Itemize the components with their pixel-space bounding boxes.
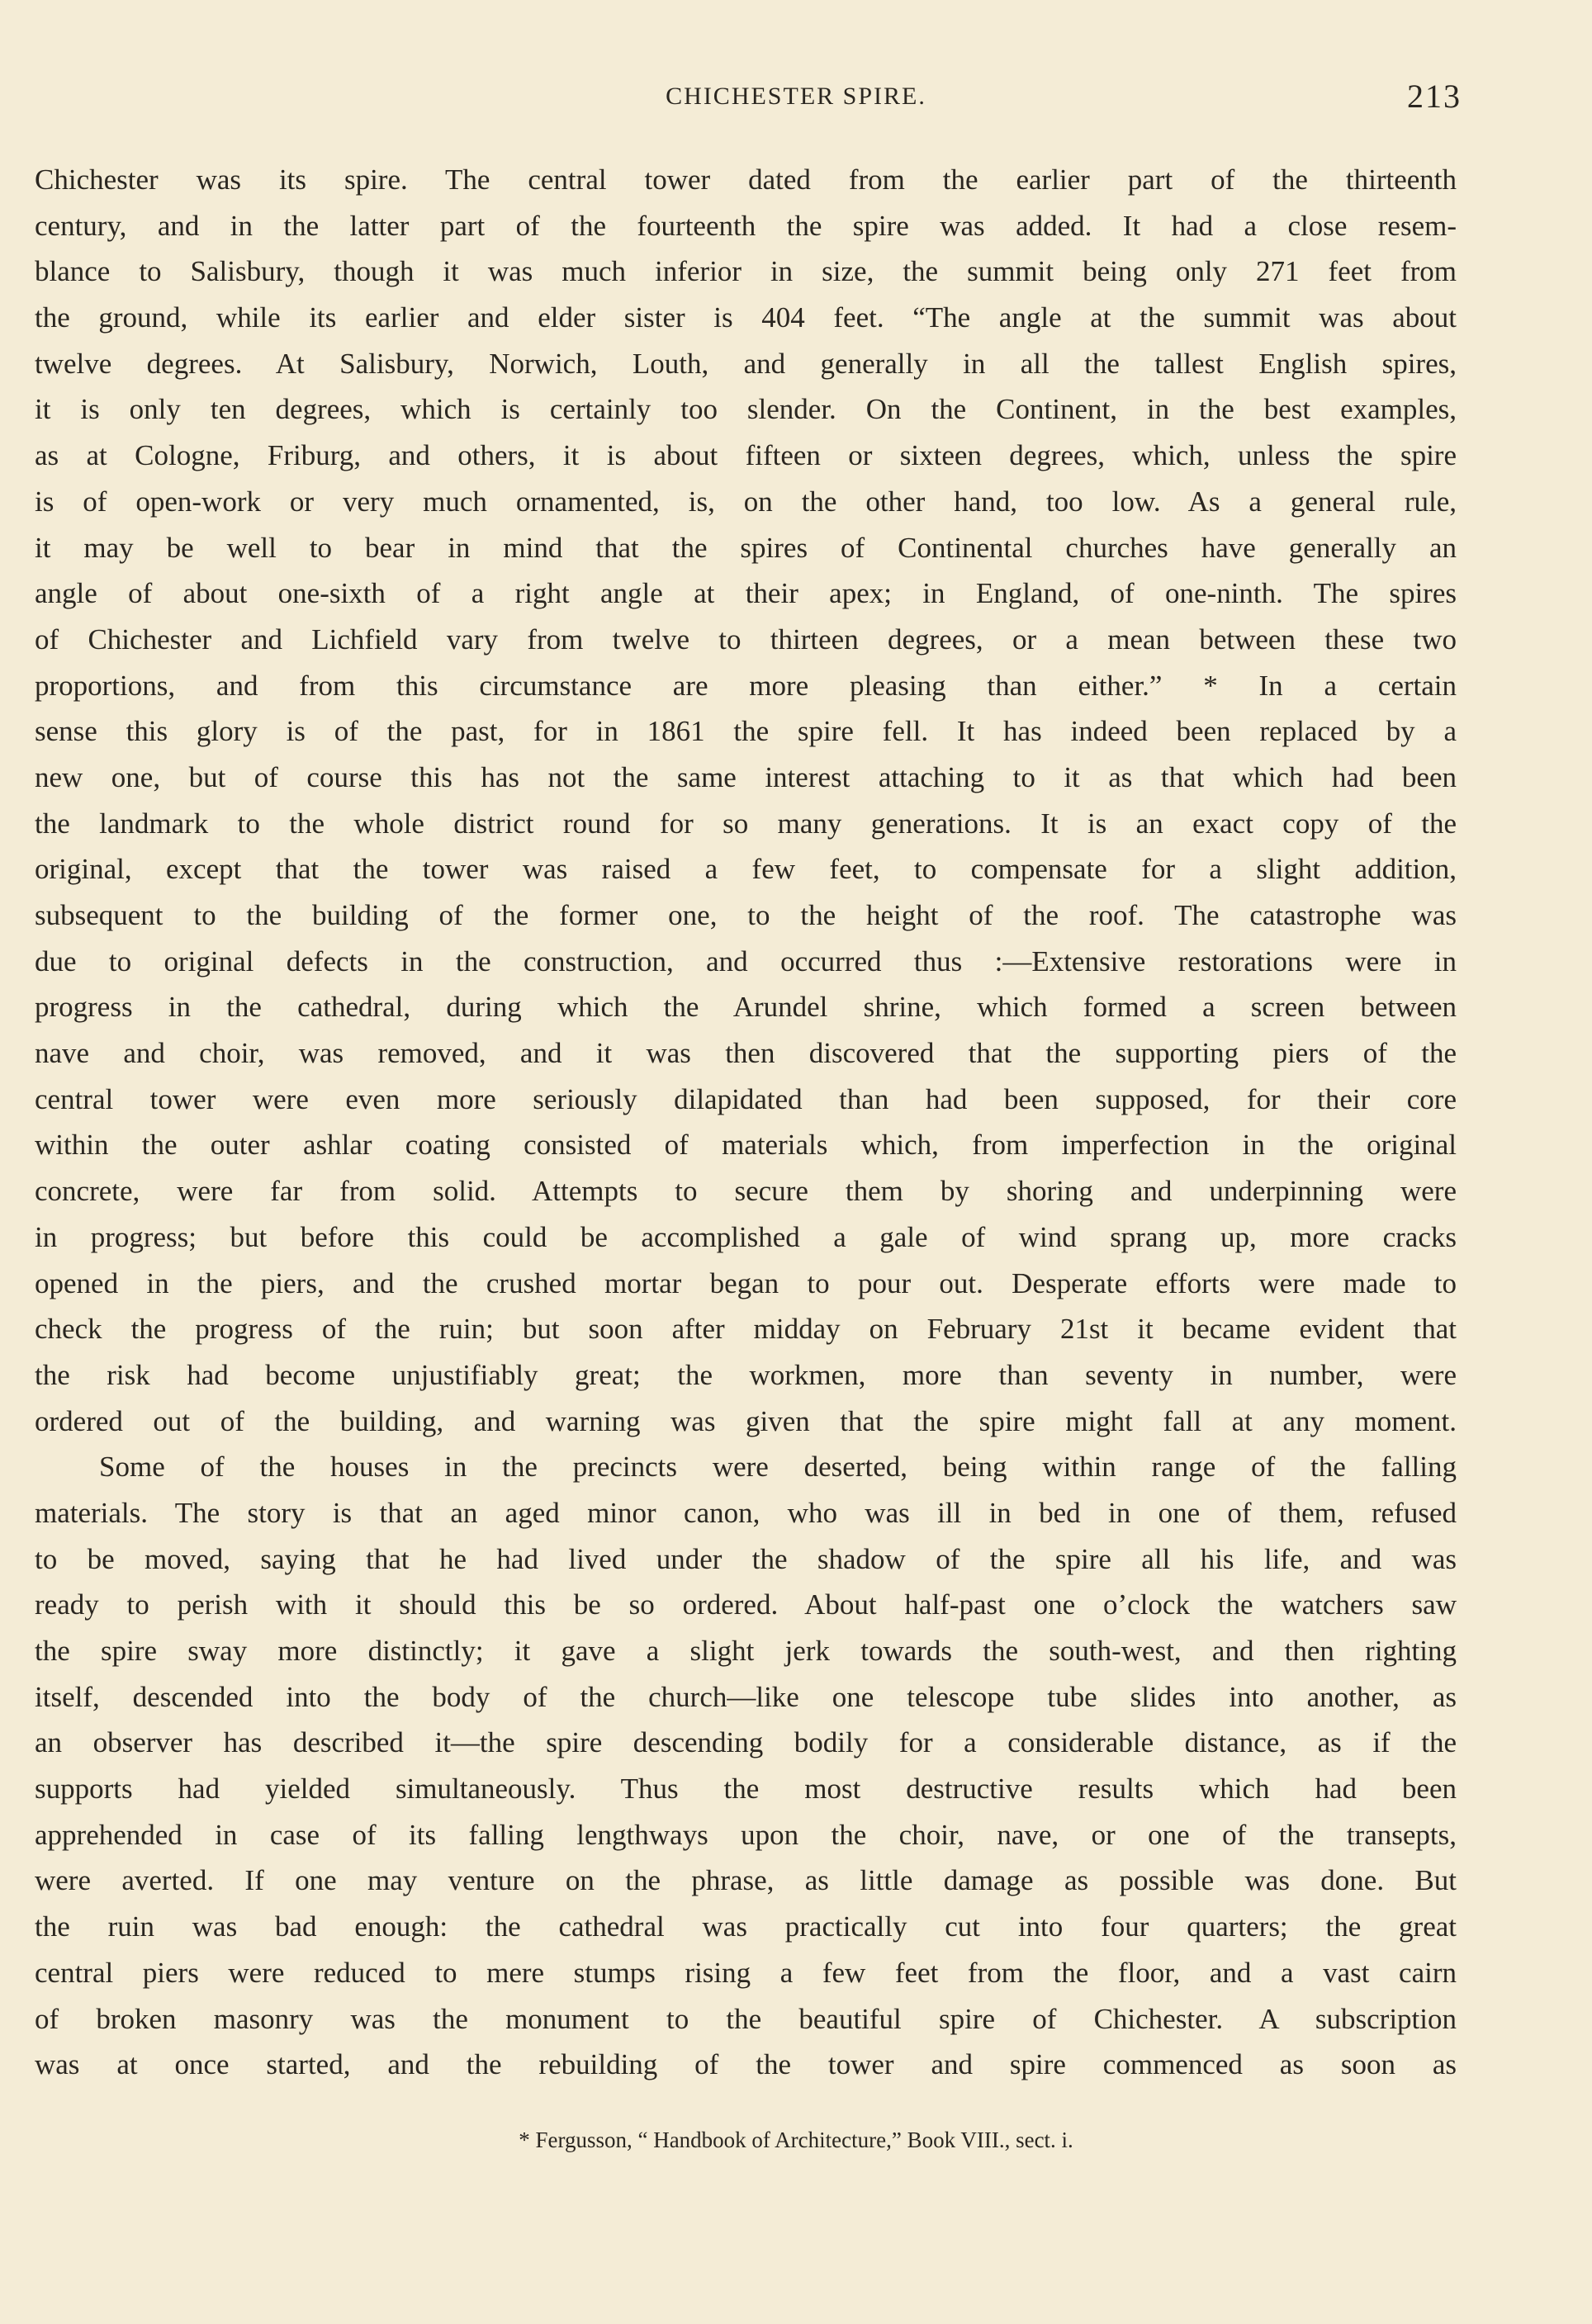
text-line: apprehended in case of its falling lengthways upon the choir, nave, or one of the transepts, [35,1818,1457,1851]
text-line: twelve degrees. At Salisbury, Norwich, Louth, and generally in all the tallest English spires, [35,347,1457,380]
text-line: was at once started, and the rebuilding of the tower and spire commenced as soon as [35,2048,1457,2081]
text-line: the landmark to the whole district round for so many generations. It is an exact copy of the [35,807,1457,840]
text-line: in progress; but before this could be accomplished a gale of wind sprang up, more cracks [35,1220,1457,1253]
text-line: it is only ten degrees, which is certainly too slender. On the Continent, in the best examples, [35,393,1457,426]
text-line: of Chichester and Lichfield vary from twelve to thirteen degrees, or a mean between these two [35,622,1457,656]
running-head [0,76,1592,117]
text-line: original, except that the tower was raised a few feet, to compensate for a slight addition, [35,853,1457,886]
text-line: opened in the piers, and the crushed mortar began to pour out. Desperate efforts were made to [35,1266,1457,1299]
text-line: of broken masonry was the monument to the beautiful spire of Chichester. A subscription [35,2002,1457,2035]
text-line: is of open-work or very much ornamented, is, on the other hand, too low. As a general rule, [35,485,1457,518]
text-line: progress in the cathedral, during which the Arundel shrine, which formed a screen between [35,991,1457,1024]
text-line: central tower were even more seriously dilapidated than had been supposed, for their core [35,1082,1457,1115]
text-line: it may be well to bear in mind that the spires of Continental churches have generally an [35,531,1457,564]
text-line: the ruin was bad enough: the cathedral was practically cut into four quarters; the great [35,1910,1457,1943]
text-line: concrete, were far from solid. Attempts to secure them by shoring and underpinning were [35,1175,1457,1208]
text-line: Chichester was its spire. The central tower dated from the earlier part of the thirteenth [35,163,1457,196]
text-line: blance to Salisbury, though it was much inferior in size, the summit being only 271 feet from [35,255,1457,288]
footnote: * Fergusson, “ Handbook of Architecture,” Book VIII., sect. i. [519,2128,1073,2152]
text-line: as at Cologne, Friburg, and others, it is about fifteen or sixteen degrees, which, unless the spire [35,439,1457,472]
text-line: to be moved, saying that he had lived under the shadow of the spire all his life, and was [35,1542,1457,1575]
text-line: ready to perish with it should this be so ordered. About half-past one o’clock the watchers saw [35,1588,1457,1621]
paragraph-start-line: Some of the houses in the precincts were deserted, being within range of the falling [99,1451,1457,1484]
text-line: supports had yielded simultaneously. Thus the most destructive results which had been [35,1773,1457,1806]
text-line: new one, but of course this has not the same interest attaching to it as that which had been [35,760,1457,793]
text-line: within the outer ashlar coating consisted of materials which, from imperfection in the original [35,1129,1457,1162]
text-line: central piers were reduced to mere stumps rising a few feet from the floor, and a vast cairn [35,1956,1457,1989]
body-text [35,157,1457,2088]
text-line: the risk had become unjustifiably great; the workmen, more than seventy in number, were [35,1358,1457,1391]
text-line: century, and in the latter part of the fourteenth the spire was added. It had a close resem- [35,209,1457,242]
page-number: 213 [1407,78,1462,115]
text-line: proportions, and from this circumstance are more pleasing than either.” * In a certain [35,669,1457,702]
text-line: were averted. If one may venture on the phrase, as little damage as possible was done. But [35,1864,1457,1897]
text-line: due to original defects in the construction, and occurred thus :—Extensive restorations were in [35,944,1457,977]
text-line: sense this glory is of the past, for in 1861 the spire fell. It has indeed been replaced by a [35,715,1457,748]
text-line: itself, descended into the body of the church—like one telescope tube slides into another, as [35,1680,1457,1713]
text-line: ordered out of the building, and warning was given that the spire might fall at any moment. [35,1404,1457,1437]
text-line: angle of about one-sixth of a right angle at their apex; in England, of one-ninth. The spires [35,577,1457,610]
text-line: the ground, while its earlier and elder sister is 404 feet. “The angle at the summit was about [35,301,1457,334]
text-line: subsequent to the building of the former one, to the height of the roof. The catastrophe was [35,899,1457,931]
running-title: CHICHESTER SPIRE. [666,83,926,110]
text-line: the spire sway more distinctly; it gave a slight jerk towards the south-west, and then righting [35,1635,1457,1667]
text-line: materials. The story is that an aged minor canon, who was ill in bed in one of them, refused [35,1496,1457,1529]
text-line: nave and choir, was removed, and it was then discovered that the supporting piers of the [35,1037,1457,1070]
text-line: check the progress of the ruin; but soon after midday on February 21st it became evident that [35,1313,1457,1346]
text-line: an observer has described it—the spire descending bodily for a considerable distance, as if the [35,1726,1457,1759]
